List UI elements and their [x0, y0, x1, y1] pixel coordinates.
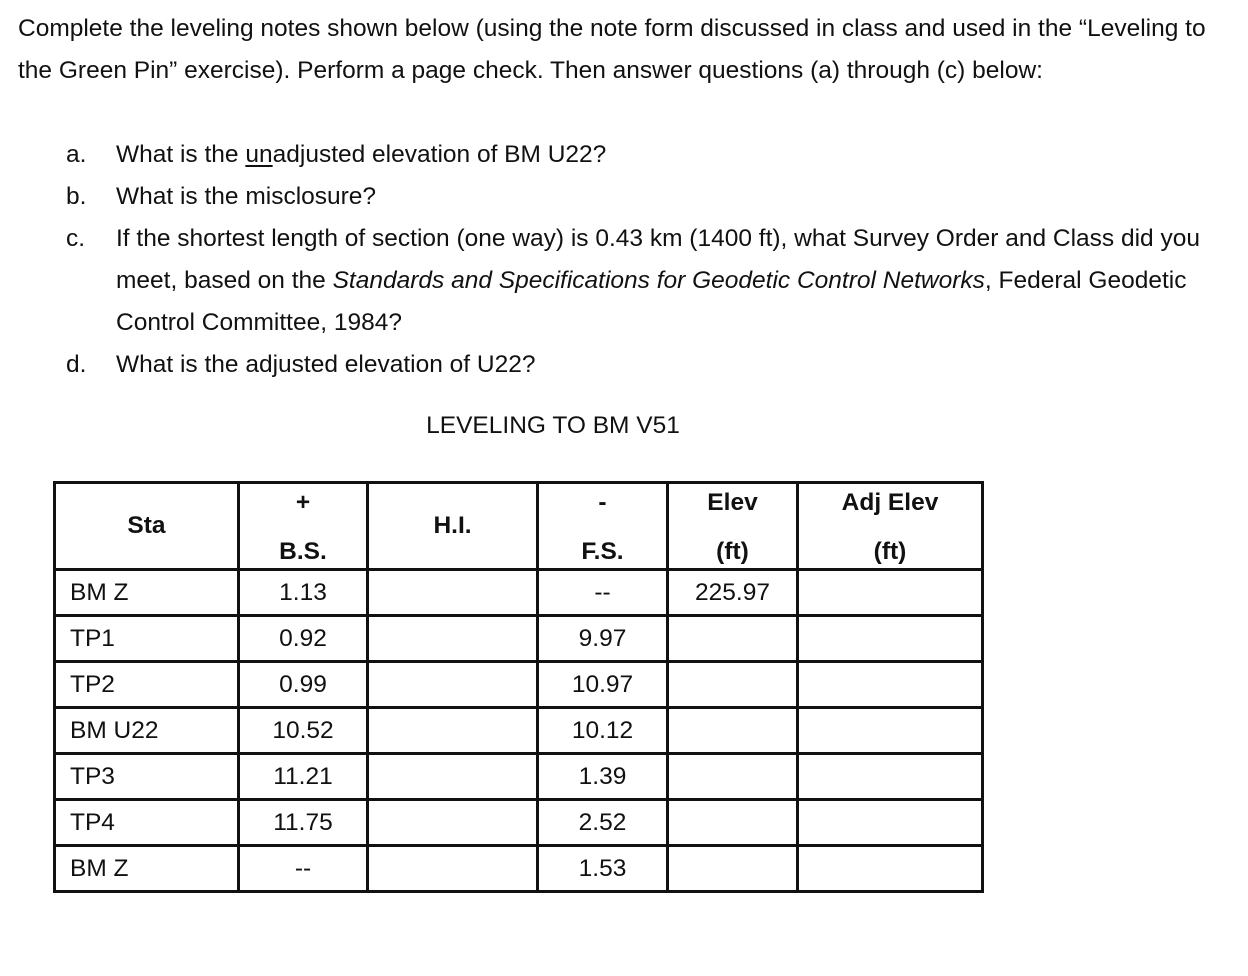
cell-elevation: [668, 616, 798, 662]
table-row: [55, 708, 983, 754]
cell-adjusted-elevation: [798, 800, 983, 846]
cell-hi: [368, 662, 538, 708]
question-d-text: What is the adjusted elevation of U22?: [116, 351, 536, 378]
cell-foresight: 1.53: [538, 846, 668, 892]
header-foresight: [538, 483, 668, 570]
cell-foresight: 9.97: [538, 616, 668, 662]
question-d: [66, 344, 1216, 386]
header-adjusted-elevation-label: Adj Elev: [841, 489, 939, 516]
header-adjusted-elevation-unit: (ft): [873, 538, 907, 565]
cell-backsight: 0.92: [239, 616, 368, 662]
table-row: [55, 662, 983, 708]
header-hi-label: H.I.: [433, 512, 472, 539]
cell-backsight: 1.13: [239, 570, 368, 616]
question-marker: c.: [66, 225, 86, 252]
question-a-text-start: What is the: [116, 141, 246, 168]
table-row: [55, 754, 983, 800]
cell-foresight: 10.97: [538, 662, 668, 708]
header-foresight-label: F.S.: [581, 538, 624, 565]
cell-station: BM Z: [55, 570, 239, 616]
instructions-paragraph: Complete the leveling notes shown below (using the note form discussed in class and used in the “Leveling to the Green Pin” exercise). Perform a page check. Then answer questions (a) through (c) below:: [18, 15, 1206, 84]
cell-adjusted-elevation: [798, 846, 983, 892]
cell-hi: [368, 846, 538, 892]
question-c-citation-title: Standards and Specifications for Geodetic Control Networks: [332, 267, 985, 294]
header-adjusted-elevation: [798, 483, 983, 570]
header-sta-label: Sta: [127, 512, 166, 539]
question-list: [66, 134, 1216, 386]
table-row: [55, 570, 983, 616]
leveling-notes-table: [53, 481, 984, 893]
question-marker: a.: [66, 141, 87, 168]
question-marker: d.: [66, 351, 87, 378]
cell-foresight: 1.39: [538, 754, 668, 800]
cell-backsight: 11.21: [239, 754, 368, 800]
header-backsight: [239, 483, 368, 570]
cell-station: BM U22: [55, 708, 239, 754]
header-elevation: [668, 483, 798, 570]
cell-elevation: [668, 800, 798, 846]
cell-foresight: 2.52: [538, 800, 668, 846]
header-backsight-label: B.S.: [279, 538, 327, 565]
cell-adjusted-elevation: [798, 754, 983, 800]
cell-station: BM Z: [55, 846, 239, 892]
header-height-of-instrument: [368, 483, 538, 570]
table-row: [55, 616, 983, 662]
question-c: [66, 218, 1216, 344]
question-c-text-start: If the shortest length of section (one way) is 0.43 km (1400 ft), what Survey Order and Class did you meet, based on the: [116, 225, 1200, 294]
header-backsight-sign: +: [295, 489, 311, 516]
cell-hi: [368, 800, 538, 846]
question-marker: b.: [66, 183, 87, 210]
cell-backsight: --: [239, 846, 368, 892]
cell-elevation: [668, 662, 798, 708]
header-elevation-unit: (ft): [716, 538, 749, 565]
table-title: LEVELING TO BM V51: [426, 412, 680, 439]
header-sta: [55, 483, 239, 570]
cell-station: TP2: [55, 662, 239, 708]
cell-hi: [368, 708, 538, 754]
question-a: [66, 134, 1216, 176]
question-c-text-end: , Federal Geodetic Control Committee, 1984?: [116, 267, 1187, 336]
table-row: [55, 800, 983, 846]
cell-station: TP1: [55, 616, 239, 662]
cell-adjusted-elevation: [798, 570, 983, 616]
cell-foresight: --: [538, 570, 668, 616]
cell-backsight: 11.75: [239, 800, 368, 846]
cell-station: TP3: [55, 754, 239, 800]
cell-backsight: 10.52: [239, 708, 368, 754]
question-a-underlined-text: un: [245, 141, 273, 168]
cell-elevation: [668, 708, 798, 754]
cell-elevation: [668, 754, 798, 800]
question-b: [66, 176, 1216, 218]
cell-hi: [368, 754, 538, 800]
header-elevation-label: Elev: [707, 489, 758, 516]
cell-backsight: 0.99: [239, 662, 368, 708]
cell-adjusted-elevation: [798, 616, 983, 662]
header-foresight-sign: -: [598, 489, 607, 516]
cell-adjusted-elevation: [798, 662, 983, 708]
cell-station: TP4: [55, 800, 239, 846]
cell-foresight: 10.12: [538, 708, 668, 754]
table-row: [55, 846, 983, 892]
table-header-row: [55, 483, 983, 570]
question-a-text-end: adjusted elevation of BM U22?: [272, 141, 607, 168]
cell-hi: [368, 616, 538, 662]
cell-elevation: [668, 846, 798, 892]
cell-adjusted-elevation: [798, 708, 983, 754]
question-b-text: What is the misclosure?: [116, 183, 377, 210]
cell-hi: [368, 570, 538, 616]
cell-elevation: 225.97: [668, 570, 798, 616]
